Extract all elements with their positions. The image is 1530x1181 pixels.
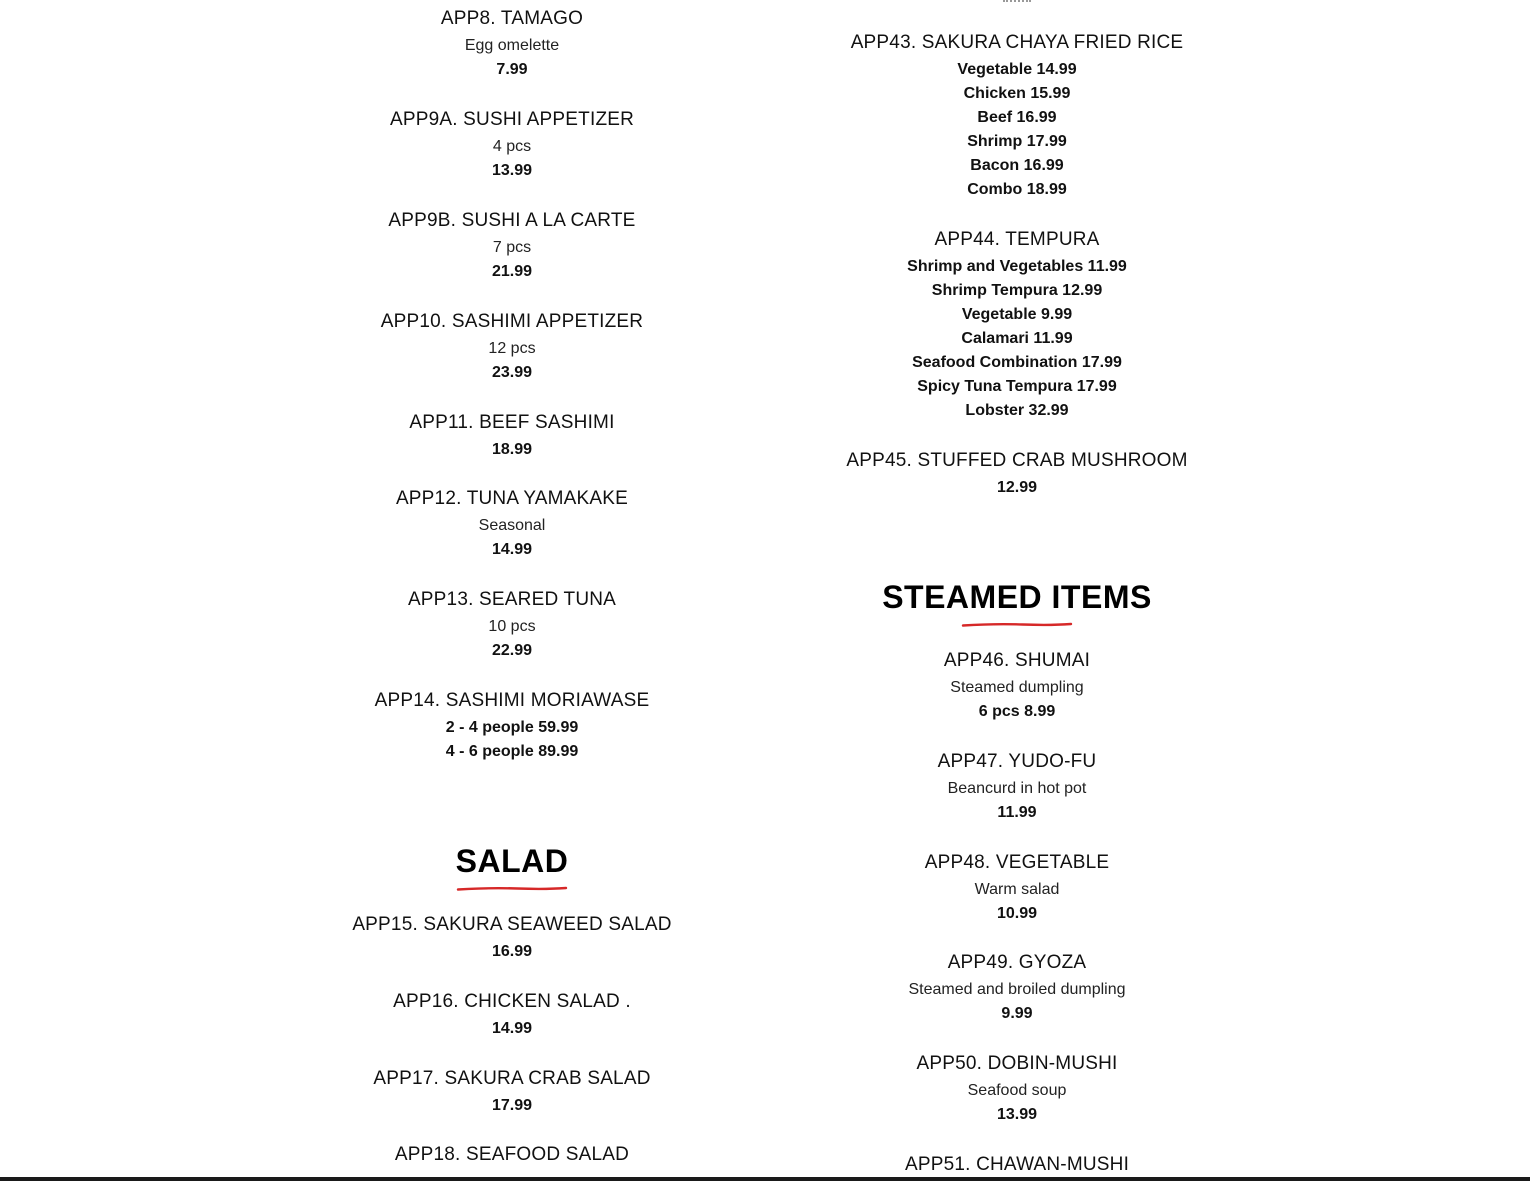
menu-item-price: 13.99 [996,1106,1038,1123]
menu-item-price: 4 - 6 people 89.99 [445,743,579,760]
menu-item-price: 9.99 [1001,1005,1033,1022]
menu-item-title: APP48. VEGETABLE [924,852,1110,873]
menu-item [262,309,762,385]
menu-item [767,749,1267,825]
menu-item-title: APP9B. SUSHI A LA CARTE [388,210,636,231]
menu-item-price: 6 pcs 8.99 [978,703,1056,720]
menu-item-title: APP10. SASHIMI APPETIZER [380,311,644,332]
menu-item-price: Vegetable 14.99 [957,61,1077,78]
menu-item [262,1066,762,1118]
menu-item-description: 7 pcs [492,239,532,256]
menu-item [262,587,762,663]
menu-item-price: 14.99 [491,1020,533,1037]
menu-item-description: Warm salad [974,881,1060,898]
menu-item-price: Seafood Combination 17.99 [912,354,1122,371]
menu-item-title: APP43. SAKURA CHAYA FRIED RICE [850,32,1184,53]
menu-item-price: Shrimp 17.99 [967,133,1067,150]
menu-item [262,107,762,183]
menu-item [767,227,1267,423]
menu-item-price: Shrimp and Vegetables 11.99 [907,258,1127,275]
menu-item-title: APP46. SHUMAI [943,650,1091,671]
menu-item-description: Beancurd in hot pot [947,780,1087,797]
menu-item-title: APP9A. SUSHI APPETIZER [389,109,635,130]
menu-item [767,448,1267,500]
menu-item-price: Chicken 15.99 [963,85,1071,102]
menu-item-price: Vegetable 9.99 [961,306,1073,323]
menu-item-price: 7.99 [496,61,528,78]
menu-item-title: APP8. TAMAGO [440,8,584,29]
menu-item-description: 12 pcs [488,340,536,357]
menu-item-title: APP14. SASHIMI MORIAWASE [374,690,650,711]
menu-item-price: Calamari 11.99 [961,330,1073,347]
menu-item-description: 10 pcs [488,618,536,635]
section-underline-brushstroke [456,886,568,892]
menu-item-price: 2 - 4 people 59.99 [445,719,579,736]
menu-item-title: APP47. YUDO-FU [937,751,1097,772]
menu-item-price: Spicy Tuna Tempura 17.99 [917,378,1117,395]
menu-item-description: 4 pcs [492,138,532,155]
menu-item-price: 12.99 [996,479,1038,496]
menu-item-price: 11.99 [997,804,1037,821]
menu-item-price: 14.99 [491,541,533,558]
section-underline-brushstroke [961,622,1073,628]
menu-item-title: APP49. GYOZA [947,952,1087,973]
section-title: SALAD [455,843,569,879]
menu-item [767,950,1267,1026]
menu-item-description: Seafood soup [967,1082,1067,1099]
menu-item [767,30,1267,202]
menu-item-title: APP50. DOBIN-MUSHI [916,1053,1118,1074]
menu-item-price: 16.99 [491,943,533,960]
section-heading [262,842,762,892]
menu-item [262,208,762,284]
cut-off-text-fragment [1003,0,1031,5]
menu-item-title: APP11. BEEF SASHIMI [409,412,615,433]
menu-item-title: APP15. SAKURA SEAWEED SALAD [352,914,672,935]
menu-item-price: 13.99 [491,162,533,179]
menu-item [262,6,762,82]
menu-item-price: 21.99 [491,263,533,280]
menu-item-title: APP16. CHICKEN SALAD . [393,991,631,1012]
menu-item-price: Bacon 16.99 [970,157,1064,174]
menu-item [767,648,1267,724]
menu-item [262,410,762,462]
bottom-edge-bar [0,1177,1530,1181]
menu-item-price: 17.99 [491,1097,533,1114]
menu-item-price: Lobster 32.99 [965,402,1069,419]
menu-item [262,912,762,964]
menu-item-title: APP12. TUNA YAMAKAKE [395,488,629,509]
menu-item [767,1051,1267,1127]
menu-item-price: 22.99 [491,642,533,659]
section-title: STEAMED ITEMS [882,579,1152,615]
menu-item [262,1142,762,1168]
menu-item [262,989,762,1041]
menu-item-title: APP45. STUFFED CRAB MUSHROOM [846,450,1188,471]
menu-item-price: 23.99 [491,364,533,381]
menu-item [262,486,762,562]
menu-item-title: APP44. TEMPURA [934,229,1100,250]
menu-item [262,688,762,764]
section-heading [767,578,1267,628]
menu-item-price: 10.99 [996,905,1038,922]
menu-item [767,1152,1267,1178]
menu-item-description: Seasonal [478,517,546,534]
menu-item-description: Steamed dumpling [950,679,1084,696]
menu-item-description: Steamed and broiled dumpling [908,981,1126,998]
menu-item-price: 18.99 [491,441,533,458]
menu-item-title: APP18. SEAFOOD SALAD [394,1144,630,1165]
menu-item [767,850,1267,926]
menu-item-description: Egg omelette [464,37,560,54]
menu-item-price: Shrimp Tempura 12.99 [931,282,1103,299]
menu-item-price: Combo 18.99 [967,181,1067,198]
menu-item-title: APP13. SEARED TUNA [407,589,617,610]
menu-item-title: APP51. CHAWAN-MUSHI [904,1154,1130,1175]
menu-item-price: Beef 16.99 [977,109,1057,126]
menu-item-title: APP17. SAKURA CRAB SALAD [373,1068,651,1089]
